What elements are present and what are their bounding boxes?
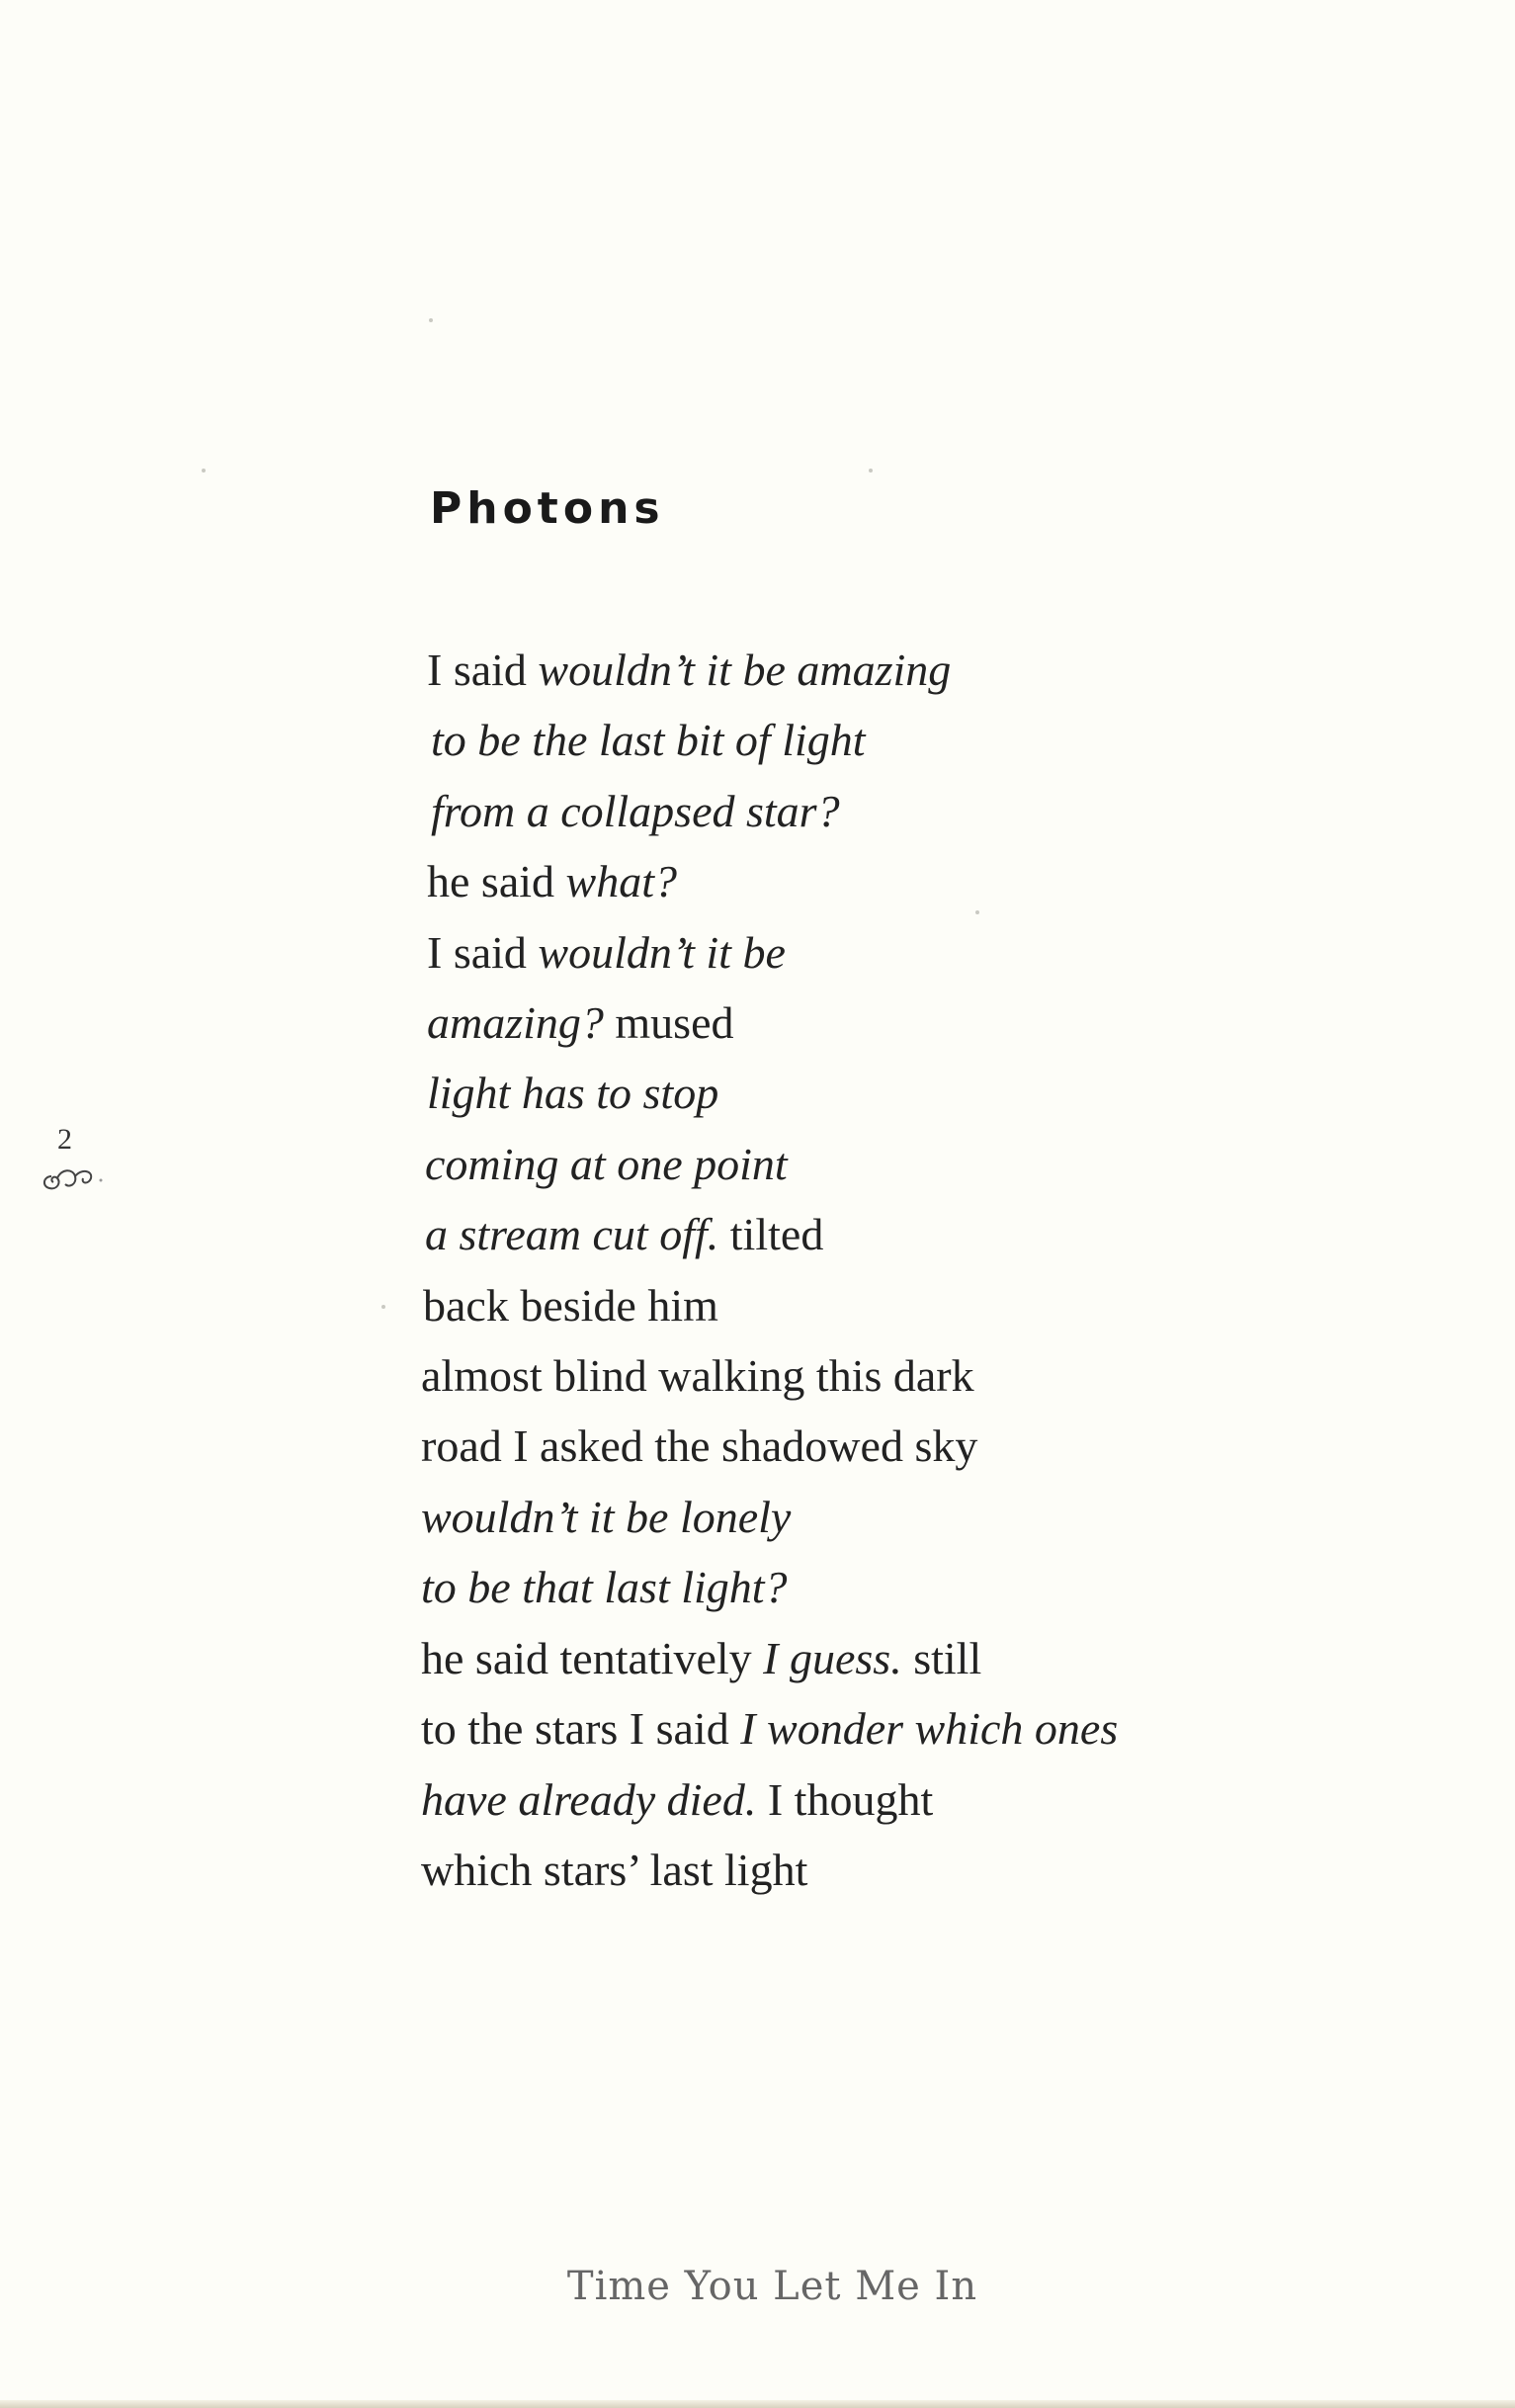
- roman-text: I thought: [756, 1773, 934, 1825]
- roman-text: which stars’ last light: [421, 1844, 808, 1895]
- italic-text: from a collapsed star?: [431, 785, 840, 836]
- poem-line: [421, 635, 1118, 705]
- paper-speck: [202, 469, 206, 473]
- italic-text: light has to stop: [427, 1068, 719, 1119]
- italic-text: I guess.: [763, 1632, 902, 1683]
- page-number: 2: [57, 1123, 72, 1156]
- paper-speck: [869, 469, 873, 473]
- poem-line: [421, 1270, 1118, 1340]
- poem-line: [421, 1058, 1118, 1128]
- flourish-icon: [30, 1155, 109, 1194]
- italic-text: have already died.: [421, 1773, 757, 1825]
- italic-text: wouldn’t it be lonely: [421, 1491, 792, 1542]
- paper-speck: [429, 318, 433, 322]
- italic-text: a stream cut off.: [425, 1209, 719, 1260]
- poem-line: [421, 1129, 1118, 1199]
- italic-text: coming at one point: [425, 1138, 788, 1189]
- poem-line: [421, 1764, 1118, 1835]
- roman-text: to the stars I said: [421, 1703, 741, 1755]
- roman-text: I said: [427, 645, 539, 695]
- poem-line: [421, 705, 1118, 775]
- poem-line: [421, 917, 1118, 988]
- poem-line: [421, 1411, 1118, 1481]
- italic-text: wouldn’t it be amazing: [538, 645, 952, 695]
- roman-text: still: [901, 1632, 982, 1683]
- poem-line: [421, 846, 1118, 916]
- italic-text: wouldn’t it be: [538, 926, 786, 978]
- italic-text: what?: [565, 856, 677, 907]
- poem-title: Photons: [430, 483, 665, 534]
- poem-line: [421, 1693, 1118, 1763]
- italic-text: to be the last bit of light: [431, 715, 866, 766]
- roman-text: almost blind walking this dark: [421, 1350, 974, 1402]
- roman-text: he said: [427, 856, 566, 907]
- italic-text: to be that last light?: [421, 1562, 788, 1613]
- poem-line: [421, 1340, 1118, 1411]
- roman-text: he said tentatively: [421, 1632, 764, 1683]
- poem-line: [421, 1552, 1118, 1622]
- poem-line: [421, 1199, 1118, 1269]
- poem-line: [421, 776, 1118, 846]
- paper-speck: [381, 1305, 385, 1309]
- roman-text: I said: [427, 926, 539, 978]
- poem-line: [421, 988, 1118, 1058]
- running-footer: Time You Let Me In: [566, 2264, 978, 2309]
- roman-text: back beside him: [423, 1279, 718, 1331]
- roman-text: tilted: [718, 1209, 824, 1260]
- italic-text: I wonder which ones: [740, 1703, 1119, 1755]
- page-edge: [0, 2400, 1515, 2408]
- poem-line: [421, 1623, 1118, 1693]
- paper-speck: [975, 910, 979, 914]
- poem-line: [421, 1482, 1118, 1552]
- roman-text: mused: [603, 997, 734, 1049]
- roman-text: road I asked the shadowed sky: [421, 1420, 978, 1472]
- poem-line: [421, 1835, 1118, 1905]
- poem-body: [421, 635, 1118, 1905]
- italic-text: amazing?: [427, 997, 604, 1049]
